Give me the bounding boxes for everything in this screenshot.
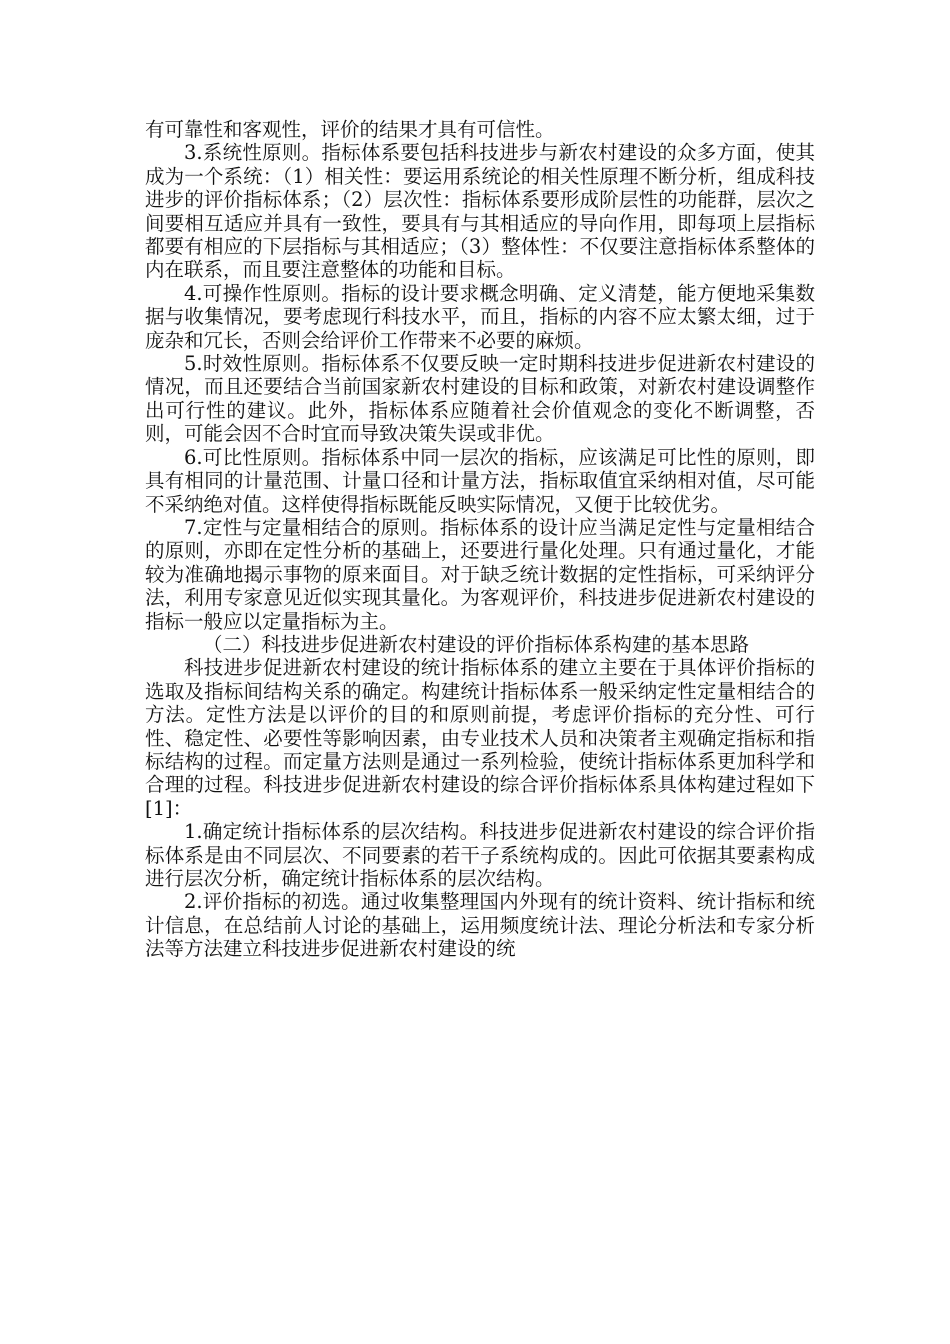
paragraph-principle-7: 7.定性与定量相结合的原则。指标体系的设计应当满足定性与定量相结合的原则，亦即在定性分析的基础上，还要进行量化处理。只有通过量化，才能较为准确地揭示事物的原来面目。对于缺乏统计数据的定性指标，可采纳评分法，利用专家意见近似实现其量化。为客观评价，科技进步促进新农村建设的指标一般应以定量指标为主。	[145, 515, 815, 633]
paragraph-step-1: 1.确定统计指标体系的层次结构。科技进步促进新农村建设的综合评价指标体系是由不同层次、不同要素的若干子系统构成的。因此可依据其要素构成进行层次分析，确定统计指标体系的层次结构。	[145, 820, 815, 890]
paragraph-principle-6: 6.可比性原则。指标体系中同一层次的指标，应该满足可比性的原则，即具有相同的计量范围、计量口径和计量方法，指标取值宜采纳相对值，尽可能不采纳绝对值。这样使得指标既能反映实际情况，又便于比较优劣。	[145, 445, 815, 516]
paragraph-continuation: 有可靠性和客观性，评价的结果才具有可信性。	[145, 118, 555, 141]
document-page	[145, 118, 815, 961]
paragraph-basic-approach: 科技进步促进新农村建设的统计指标体系的建立主要在于具体评价指标的选取及指标间结构关系的确定。构建统计指标体系一般采纳定性定量相结合的方法。定性方法是以评价的目的和原则前提，考虑评价指标的充分性、可行性、稳定性、必要性等影响因素，由专业技术人员和决策者主观确定指标和指标结构的过程。而定量方法则是通过一系列检验，使统计指标体系更加科学和合理的过程。科技进步促进新农村建设的综合评价指标体系具体构建过程如下[1]：	[145, 656, 815, 820]
paragraph-principle-3: 3.系统性原则。指标体系要包括科技进步与新农村建设的众多方面，使其成为一个系统：（1）相关性：要运用系统论的相关性原理不断分析，组成科技进步的评价指标体系；（2）层次性：指标体系要形成阶层性的功能群，层次之间要相互适应并具有一致性，要具有与其相适应的导向作用，即每项上层指标都要有相应的下层指标与其相适应；（3）整体性：不仅要注意指标体系整体的内在联系，而且要注意整体的功能和目标。	[145, 141, 815, 282]
section-heading: （二）科技进步促进新农村建设的评价指标体系构建的基本思路	[203, 632, 750, 656]
paragraph-principle-4: 4.可操作性原则。指标的设计要求概念明确、定义清楚，能方便地采集数据与收集情况，要考虑现行科技水平，而且，指标的内容不应太繁太细，过于庞杂和冗长，否则会给评价工作带来不必要的麻烦。	[145, 281, 815, 352]
paragraph-step-2: 2.评价指标的初选。通过收集整理国内外现有的统计资料、统计指标和统计信息，在总结前人讨论的基础上，运用频度统计法、理论分析法和专家分析法等方法建立科技进步促进新农村建设的统	[145, 890, 815, 961]
paragraph-principle-5: 5.时效性原则。指标体系不仅要反映一定时期科技进步促进新农村建设的情况，而且还要结合当前国家新农村建设的目标和政策，对新农村建设调整作出可行性的建议。此外，指标体系应随着社会价值观念的变化不断调整，否则，可能会因不合时宜而导致决策失误或非优。	[145, 352, 815, 446]
